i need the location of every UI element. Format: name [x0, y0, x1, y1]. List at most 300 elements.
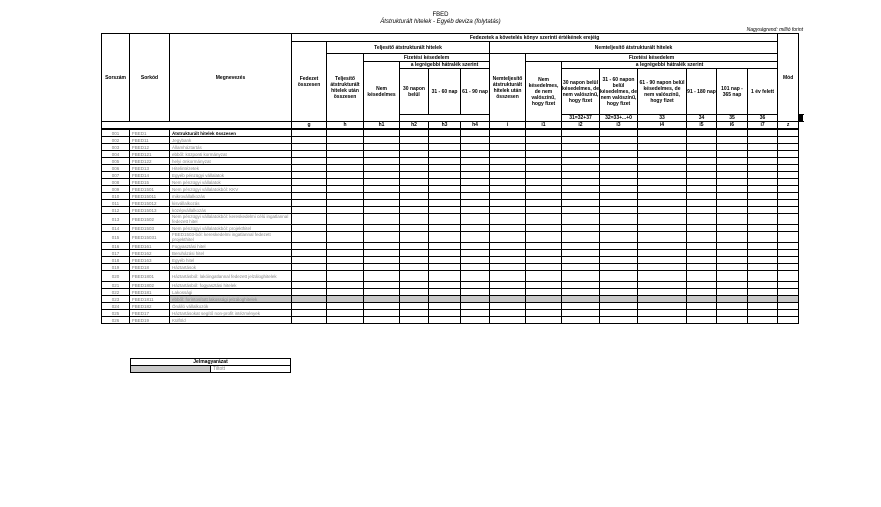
value-cell[interactable] — [778, 225, 799, 232]
value-cell[interactable] — [600, 271, 638, 282]
value-cell[interactable] — [778, 317, 799, 324]
value-cell[interactable] — [687, 264, 717, 271]
value-cell[interactable] — [327, 310, 364, 317]
value-cell[interactable] — [400, 193, 429, 200]
value-cell[interactable] — [429, 310, 461, 317]
value-cell[interactable] — [748, 200, 778, 207]
value-cell[interactable] — [748, 303, 778, 310]
value-cell[interactable] — [364, 225, 400, 232]
value-cell[interactable] — [687, 151, 717, 158]
value-cell[interactable] — [490, 264, 526, 271]
value-cell[interactable] — [490, 193, 526, 200]
value-cell[interactable] — [292, 303, 327, 310]
value-cell[interactable] — [461, 303, 490, 310]
value-cell[interactable] — [526, 151, 562, 158]
value-cell[interactable] — [461, 310, 490, 317]
value-cell[interactable] — [562, 225, 600, 232]
value-cell[interactable] — [429, 264, 461, 271]
value-cell[interactable] — [490, 271, 526, 282]
value-cell[interactable] — [429, 207, 461, 214]
value-cell[interactable] — [364, 243, 400, 250]
value-cell[interactable] — [292, 257, 327, 264]
value-cell[interactable] — [364, 303, 400, 310]
value-cell[interactable] — [687, 179, 717, 186]
value-cell[interactable] — [748, 271, 778, 282]
value-cell[interactable] — [461, 137, 490, 144]
value-cell[interactable] — [562, 207, 600, 214]
value-cell[interactable] — [562, 243, 600, 250]
value-cell[interactable] — [562, 179, 600, 186]
value-cell[interactable] — [364, 172, 400, 179]
value-cell[interactable] — [748, 165, 778, 172]
value-cell[interactable] — [562, 289, 600, 296]
value-cell[interactable] — [778, 158, 799, 165]
value-cell[interactable] — [748, 214, 778, 225]
value-cell[interactable] — [364, 289, 400, 296]
value-cell[interactable] — [748, 172, 778, 179]
value-cell[interactable] — [717, 250, 748, 257]
value-cell[interactable] — [526, 200, 562, 207]
value-cell[interactable] — [364, 257, 400, 264]
value-cell[interactable] — [638, 158, 687, 165]
value-cell[interactable] — [778, 186, 799, 193]
value-cell[interactable] — [717, 137, 748, 144]
value-cell[interactable] — [638, 225, 687, 232]
value-cell[interactable] — [429, 257, 461, 264]
value-cell[interactable] — [292, 296, 327, 303]
value-cell[interactable] — [748, 137, 778, 144]
value-cell[interactable] — [429, 179, 461, 186]
value-cell[interactable] — [526, 193, 562, 200]
value-cell[interactable] — [461, 282, 490, 289]
value-cell[interactable] — [638, 250, 687, 257]
value-cell[interactable] — [600, 282, 638, 289]
value-cell[interactable] — [490, 186, 526, 193]
value-cell[interactable] — [461, 250, 490, 257]
value-cell[interactable] — [717, 200, 748, 207]
value-cell[interactable] — [717, 165, 748, 172]
value-cell[interactable] — [562, 158, 600, 165]
value-cell[interactable] — [778, 207, 799, 214]
value-cell[interactable] — [778, 264, 799, 271]
value-cell[interactable] — [327, 296, 364, 303]
value-cell[interactable] — [364, 317, 400, 324]
value-cell[interactable] — [778, 193, 799, 200]
value-cell[interactable] — [461, 151, 490, 158]
value-cell[interactable] — [600, 193, 638, 200]
value-cell[interactable] — [429, 214, 461, 225]
value-cell[interactable] — [490, 179, 526, 186]
value-cell[interactable] — [778, 172, 799, 179]
value-cell[interactable] — [490, 257, 526, 264]
value-cell[interactable] — [400, 137, 429, 144]
value-cell[interactable] — [526, 264, 562, 271]
value-cell[interactable] — [327, 179, 364, 186]
value-cell[interactable] — [364, 144, 400, 151]
value-cell[interactable] — [526, 303, 562, 310]
value-cell[interactable] — [778, 271, 799, 282]
value-cell[interactable] — [490, 172, 526, 179]
value-cell[interactable] — [638, 232, 687, 243]
value-cell[interactable] — [429, 225, 461, 232]
value-cell[interactable] — [687, 296, 717, 303]
value-cell[interactable] — [490, 214, 526, 225]
value-cell[interactable] — [638, 165, 687, 172]
value-cell[interactable] — [364, 151, 400, 158]
value-cell[interactable] — [778, 165, 799, 172]
value-cell[interactable] — [600, 250, 638, 257]
value-cell[interactable] — [490, 317, 526, 324]
value-cell[interactable] — [327, 243, 364, 250]
value-cell[interactable] — [562, 193, 600, 200]
value-cell[interactable] — [461, 317, 490, 324]
value-cell[interactable] — [429, 289, 461, 296]
value-cell[interactable] — [638, 303, 687, 310]
value-cell[interactable] — [600, 165, 638, 172]
value-cell[interactable] — [490, 243, 526, 250]
value-cell[interactable] — [526, 310, 562, 317]
value-cell[interactable] — [490, 282, 526, 289]
value-cell[interactable] — [461, 214, 490, 225]
value-cell[interactable] — [600, 317, 638, 324]
value-cell[interactable] — [778, 200, 799, 207]
value-cell[interactable] — [778, 137, 799, 144]
value-cell[interactable] — [429, 137, 461, 144]
value-cell[interactable] — [490, 165, 526, 172]
value-cell[interactable] — [327, 207, 364, 214]
value-cell[interactable] — [526, 296, 562, 303]
value-cell[interactable] — [687, 250, 717, 257]
value-cell[interactable] — [687, 144, 717, 151]
value-cell[interactable] — [600, 310, 638, 317]
value-cell[interactable] — [400, 250, 429, 257]
value-cell[interactable] — [429, 250, 461, 257]
value-cell[interactable] — [292, 207, 327, 214]
value-cell[interactable] — [687, 225, 717, 232]
value-cell[interactable] — [562, 186, 600, 193]
value-cell[interactable] — [400, 186, 429, 193]
value-cell[interactable] — [778, 179, 799, 186]
value-cell[interactable] — [292, 264, 327, 271]
value-cell[interactable] — [461, 186, 490, 193]
value-cell[interactable] — [526, 137, 562, 144]
value-cell[interactable] — [600, 214, 638, 225]
value-cell[interactable] — [400, 151, 429, 158]
value-cell[interactable] — [429, 129, 461, 137]
value-cell[interactable] — [778, 282, 799, 289]
value-cell[interactable] — [490, 151, 526, 158]
value-cell[interactable] — [687, 137, 717, 144]
value-cell[interactable] — [364, 193, 400, 200]
value-cell[interactable] — [600, 225, 638, 232]
value-cell[interactable] — [327, 200, 364, 207]
value-cell[interactable] — [364, 129, 400, 137]
value-cell[interactable] — [687, 271, 717, 282]
value-cell[interactable] — [429, 193, 461, 200]
value-cell[interactable] — [638, 200, 687, 207]
value-cell[interactable] — [400, 214, 429, 225]
value-cell[interactable] — [327, 257, 364, 264]
value-cell[interactable] — [400, 179, 429, 186]
value-cell[interactable] — [748, 264, 778, 271]
value-cell[interactable] — [638, 243, 687, 250]
value-cell[interactable] — [461, 165, 490, 172]
value-cell[interactable] — [292, 243, 327, 250]
value-cell[interactable] — [687, 129, 717, 137]
value-cell[interactable] — [292, 193, 327, 200]
value-cell[interactable] — [490, 158, 526, 165]
value-cell[interactable] — [429, 200, 461, 207]
value-cell[interactable] — [292, 282, 327, 289]
value-cell[interactable] — [292, 165, 327, 172]
value-cell[interactable] — [638, 289, 687, 296]
value-cell[interactable] — [429, 144, 461, 151]
value-cell[interactable] — [687, 282, 717, 289]
value-cell[interactable] — [292, 144, 327, 151]
value-cell[interactable] — [600, 289, 638, 296]
value-cell[interactable] — [687, 317, 717, 324]
value-cell[interactable] — [400, 310, 429, 317]
value-cell[interactable] — [490, 200, 526, 207]
value-cell[interactable] — [687, 214, 717, 225]
value-cell[interactable] — [429, 158, 461, 165]
value-cell[interactable] — [748, 257, 778, 264]
value-cell[interactable] — [526, 271, 562, 282]
value-cell[interactable] — [429, 186, 461, 193]
value-cell[interactable] — [562, 257, 600, 264]
value-cell[interactable] — [490, 296, 526, 303]
value-cell[interactable] — [364, 310, 400, 317]
value-cell[interactable] — [327, 264, 364, 271]
value-cell[interactable] — [687, 310, 717, 317]
value-cell[interactable] — [778, 243, 799, 250]
value-cell[interactable] — [400, 317, 429, 324]
value-cell[interactable] — [400, 165, 429, 172]
value-cell[interactable] — [687, 186, 717, 193]
value-cell[interactable] — [778, 303, 799, 310]
value-cell[interactable] — [461, 264, 490, 271]
value-cell[interactable] — [400, 232, 429, 243]
value-cell[interactable] — [327, 165, 364, 172]
value-cell[interactable] — [364, 296, 400, 303]
value-cell[interactable] — [490, 225, 526, 232]
value-cell[interactable] — [687, 207, 717, 214]
value-cell[interactable] — [717, 179, 748, 186]
value-cell[interactable] — [687, 289, 717, 296]
value-cell[interactable] — [717, 172, 748, 179]
value-cell[interactable] — [364, 232, 400, 243]
value-cell[interactable] — [600, 296, 638, 303]
value-cell[interactable] — [638, 317, 687, 324]
value-cell[interactable] — [364, 158, 400, 165]
value-cell[interactable] — [717, 207, 748, 214]
value-cell[interactable] — [717, 158, 748, 165]
value-cell[interactable] — [292, 137, 327, 144]
value-cell[interactable] — [717, 151, 748, 158]
value-cell[interactable] — [490, 129, 526, 137]
value-cell[interactable] — [717, 129, 748, 137]
value-cell[interactable] — [429, 296, 461, 303]
value-cell[interactable] — [638, 137, 687, 144]
value-cell[interactable] — [461, 200, 490, 207]
value-cell[interactable] — [327, 289, 364, 296]
value-cell[interactable] — [364, 207, 400, 214]
value-cell[interactable] — [748, 225, 778, 232]
value-cell[interactable] — [327, 129, 364, 137]
value-cell[interactable] — [778, 250, 799, 257]
value-cell[interactable] — [748, 158, 778, 165]
value-cell[interactable] — [526, 214, 562, 225]
value-cell[interactable] — [778, 296, 799, 303]
value-cell[interactable] — [600, 200, 638, 207]
value-cell[interactable] — [687, 158, 717, 165]
value-cell[interactable] — [400, 129, 429, 137]
value-cell[interactable] — [717, 317, 748, 324]
value-cell[interactable] — [526, 289, 562, 296]
value-cell[interactable] — [461, 296, 490, 303]
value-cell[interactable] — [600, 144, 638, 151]
value-cell[interactable] — [638, 296, 687, 303]
value-cell[interactable] — [562, 317, 600, 324]
value-cell[interactable] — [490, 232, 526, 243]
value-cell[interactable] — [526, 179, 562, 186]
value-cell[interactable] — [292, 129, 327, 137]
value-cell[interactable] — [400, 303, 429, 310]
value-cell[interactable] — [327, 232, 364, 243]
value-cell[interactable] — [562, 144, 600, 151]
value-cell[interactable] — [600, 158, 638, 165]
value-cell[interactable] — [400, 243, 429, 250]
value-cell[interactable] — [717, 264, 748, 271]
value-cell[interactable] — [717, 303, 748, 310]
value-cell[interactable] — [364, 282, 400, 289]
value-cell[interactable] — [562, 264, 600, 271]
value-cell[interactable] — [526, 317, 562, 324]
value-cell[interactable] — [400, 158, 429, 165]
value-cell[interactable] — [748, 186, 778, 193]
value-cell[interactable] — [292, 289, 327, 296]
value-cell[interactable] — [327, 193, 364, 200]
value-cell[interactable] — [638, 257, 687, 264]
value-cell[interactable] — [364, 214, 400, 225]
value-cell[interactable] — [717, 214, 748, 225]
value-cell[interactable] — [461, 207, 490, 214]
value-cell[interactable] — [526, 250, 562, 257]
value-cell[interactable] — [638, 207, 687, 214]
value-cell[interactable] — [327, 151, 364, 158]
value-cell[interactable] — [748, 310, 778, 317]
value-cell[interactable] — [461, 289, 490, 296]
value-cell[interactable] — [429, 165, 461, 172]
value-cell[interactable] — [748, 193, 778, 200]
value-cell[interactable] — [717, 225, 748, 232]
value-cell[interactable] — [778, 144, 799, 151]
value-cell[interactable] — [562, 137, 600, 144]
value-cell[interactable] — [600, 179, 638, 186]
value-cell[interactable] — [638, 186, 687, 193]
value-cell[interactable] — [717, 257, 748, 264]
value-cell[interactable] — [490, 310, 526, 317]
value-cell[interactable] — [717, 144, 748, 151]
value-cell[interactable] — [717, 296, 748, 303]
value-cell[interactable] — [562, 250, 600, 257]
value-cell[interactable] — [717, 243, 748, 250]
value-cell[interactable] — [292, 172, 327, 179]
value-cell[interactable] — [364, 200, 400, 207]
value-cell[interactable] — [461, 232, 490, 243]
value-cell[interactable] — [638, 172, 687, 179]
value-cell[interactable] — [490, 250, 526, 257]
value-cell[interactable] — [717, 193, 748, 200]
value-cell[interactable] — [429, 282, 461, 289]
value-cell[interactable] — [562, 129, 600, 137]
value-cell[interactable] — [461, 243, 490, 250]
value-cell[interactable] — [490, 303, 526, 310]
value-cell[interactable] — [327, 225, 364, 232]
value-cell[interactable] — [778, 232, 799, 243]
value-cell[interactable] — [600, 264, 638, 271]
value-cell[interactable] — [327, 214, 364, 225]
value-cell[interactable] — [638, 151, 687, 158]
value-cell[interactable] — [292, 214, 327, 225]
value-cell[interactable] — [717, 310, 748, 317]
value-cell[interactable] — [526, 207, 562, 214]
value-cell[interactable] — [638, 214, 687, 225]
value-cell[interactable] — [429, 271, 461, 282]
value-cell[interactable] — [327, 317, 364, 324]
value-cell[interactable] — [292, 232, 327, 243]
value-cell[interactable] — [461, 144, 490, 151]
value-cell[interactable] — [400, 225, 429, 232]
value-cell[interactable] — [292, 179, 327, 186]
value-cell[interactable] — [687, 172, 717, 179]
value-cell[interactable] — [600, 137, 638, 144]
value-cell[interactable] — [327, 186, 364, 193]
value-cell[interactable] — [429, 317, 461, 324]
value-cell[interactable] — [562, 303, 600, 310]
value-cell[interactable] — [562, 296, 600, 303]
value-cell[interactable] — [638, 129, 687, 137]
value-cell[interactable] — [400, 282, 429, 289]
value-cell[interactable] — [429, 172, 461, 179]
value-cell[interactable] — [461, 158, 490, 165]
value-cell[interactable] — [292, 200, 327, 207]
value-cell[interactable] — [526, 243, 562, 250]
value-cell[interactable] — [600, 151, 638, 158]
value-cell[interactable] — [526, 257, 562, 264]
value-cell[interactable] — [717, 186, 748, 193]
value-cell[interactable] — [327, 303, 364, 310]
value-cell[interactable] — [562, 165, 600, 172]
value-cell[interactable] — [600, 186, 638, 193]
value-cell[interactable] — [778, 214, 799, 225]
value-cell[interactable] — [717, 282, 748, 289]
value-cell[interactable] — [429, 303, 461, 310]
value-cell[interactable] — [687, 193, 717, 200]
value-cell[interactable] — [748, 129, 778, 137]
value-cell[interactable] — [292, 225, 327, 232]
value-cell[interactable] — [748, 250, 778, 257]
value-cell[interactable] — [600, 257, 638, 264]
value-cell[interactable] — [687, 243, 717, 250]
value-cell[interactable] — [748, 207, 778, 214]
value-cell[interactable] — [327, 172, 364, 179]
value-cell[interactable] — [526, 158, 562, 165]
value-cell[interactable] — [600, 129, 638, 137]
value-cell[interactable] — [400, 296, 429, 303]
value-cell[interactable] — [364, 250, 400, 257]
value-cell[interactable] — [461, 179, 490, 186]
